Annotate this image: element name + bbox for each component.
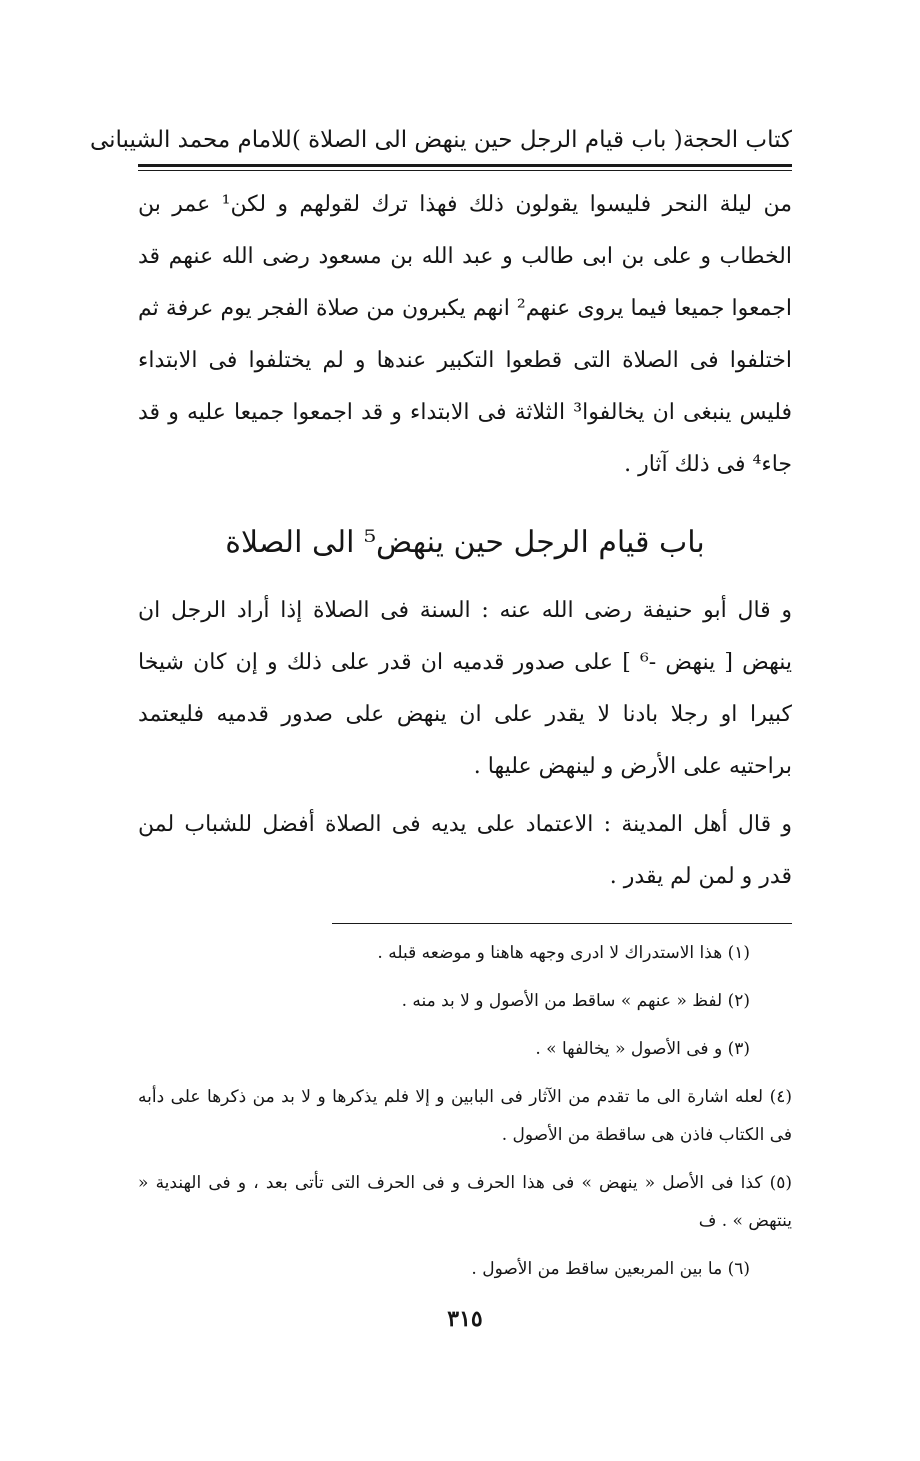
- footnote-separator: [332, 923, 792, 924]
- page-number: ٣١٥: [447, 1306, 483, 1332]
- running-header: [89, 118, 792, 162]
- header-chapter-title: ( باب قيام الرجل حين ينهض الى الصلاة ): [291, 127, 683, 153]
- body-paragraph-3: و قال أهل المدينة : الاعتماد على يديه فى الصلاة أفضل للشباب لمن قدر و لمن لم يقدر .: [138, 812, 792, 889]
- header-book-title: كتاب الحجة: [682, 127, 792, 153]
- footnote-3: (٣) و فى الأصول « يخالفها » .: [535, 1039, 750, 1059]
- header-author: للامام محمد الشيبانى: [89, 127, 292, 153]
- footnote-2: (٢) لفظ « عنهم » ساقط من الأصول و لا بد منه .: [401, 991, 750, 1011]
- footnote-4: (٤) لعله اشارة الى ما تقدم من الآثار فى البابين و إلا فلم يذكرها و لا بد من ذكرها على دأبه فى الكتاب فاذن هى ساقطة من الأصول .: [138, 1087, 792, 1145]
- body-paragraph-1: من ليلة النحر فليسوا يقولون ذلك فهذا ترك لقولهم و لكن¹ عمر بن الخطاب و على بن ابى طالب و عبد الله بن مسعود رضى الله عنهم قد اجمعوا جميعا فيما يروى عنهم² انهم يكبرون من صلاة الفجر يوم عرفة ثم اختلفوا فى الصلاة التى قطعوا التكبير عندها و لم يختلفوا فى الابتداء فليس ينبغى ان يخالفوا³ الثلاثة فى الابتداء و قد اجمعوا جميعا عليه و قد جاء⁴ فى ذلك آثار .: [138, 192, 792, 477]
- footnote-5: (٥) كذا فى الأصل « ينهض » فى هذا الحرف و فى الحرف التى تأتى بعد ، و فى الهندية « ينتهض » . ف: [138, 1173, 792, 1231]
- footnotes: [138, 934, 792, 1288]
- section-title: باب قيام الرجل حين ينهض⁵ الى الصلاة: [225, 525, 705, 560]
- footnote-6: (٦) ما بين المربعين ساقط من الأصول .: [471, 1259, 750, 1279]
- header-rule-thick: [138, 164, 792, 167]
- body-paragraph-2: و قال أبو حنيفة رضى الله عنه : السنة فى الصلاة إذا أراد الرجل ان ينهض [ ينهض -⁶ ] على صدور قدميه ان قدر على ذلك و إن كان شيخا كبيرا او رجلا بادنا لا يقدر على ان ينهض على صدور قدميه فليعتمد براحتيه على الأرض و لينهض عليها .: [138, 598, 792, 779]
- header-rule-thin: [138, 170, 792, 171]
- book-page: [89, 118, 792, 1332]
- footnote-1: (١) هذا الاستدراك لا ادرى وجهه هاهنا و موضعه قبله .: [377, 943, 750, 963]
